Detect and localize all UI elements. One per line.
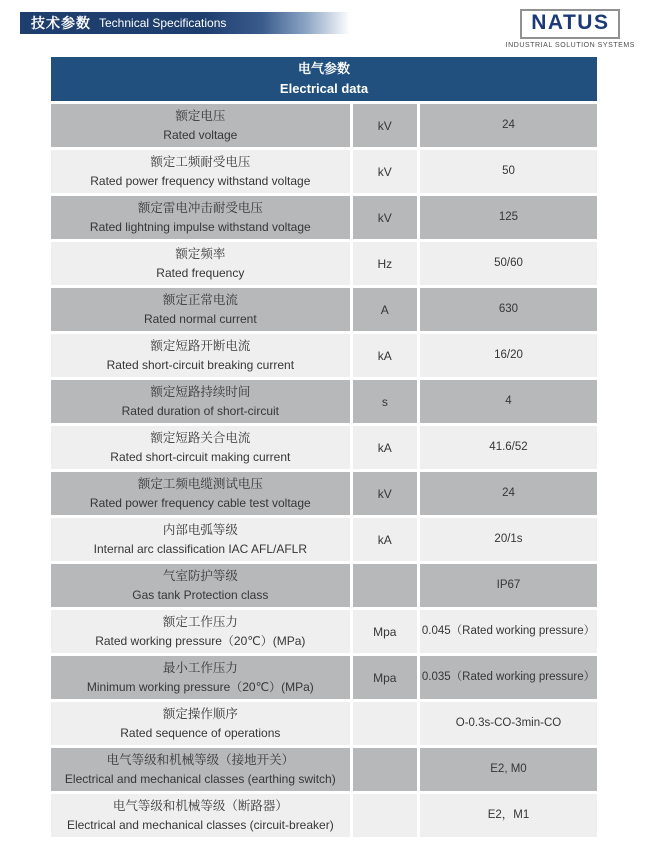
parameter-name-en: Electrical and mechanical classes (earthing switch) — [64, 771, 336, 786]
unit-cell: kV — [353, 150, 417, 193]
value-cell: 4 — [420, 380, 597, 423]
parameter-name-en: Rated working pressure（20℃）(MPa) — [95, 633, 306, 648]
parameter-name-en: Internal arc classification IAC AFL/AFLR — [93, 541, 308, 556]
section-title-zh: 技术参数 — [31, 15, 91, 31]
natus-logo-wordmark: NATUS — [520, 9, 620, 39]
parameter-name-zh: 电气等级和机械等级（断路器） — [112, 799, 288, 814]
parameter-name-en: Rated frequency — [156, 265, 245, 280]
value-cell: E2, M0 — [420, 748, 597, 791]
parameter-name-cell — [51, 104, 350, 147]
table-header-row — [51, 57, 597, 101]
value-cell: 50 — [420, 150, 597, 193]
table-row — [51, 288, 597, 331]
parameter-name-cell — [51, 288, 350, 331]
parameter-name-en: Rated power frequency withstand voltage — [90, 173, 311, 188]
parameter-name-zh: 最小工作压力 — [162, 661, 238, 676]
parameter-name-en: Rated short-circuit making current — [110, 449, 291, 464]
parameter-name-cell — [51, 748, 350, 791]
natus-logo-tagline: INDUSTRIAL SOLUTION SYSTEMS — [505, 42, 635, 49]
parameter-name-cell — [51, 472, 350, 515]
unit-cell: Hz — [353, 242, 417, 285]
table-row — [51, 794, 597, 837]
parameter-name-en: Rated normal current — [143, 311, 257, 326]
table-title-en: Electrical data — [279, 81, 369, 96]
table-title-cell — [51, 57, 597, 101]
value-cell: 50/60 — [420, 242, 597, 285]
parameter-name-en: Rated sequence of operations — [120, 725, 281, 740]
table-row — [51, 104, 597, 147]
table-row — [51, 610, 597, 653]
parameter-name-zh: 额定雷电冲击耐受电压 — [137, 201, 263, 216]
value-cell: 0.045（Rated working pressure） — [420, 610, 597, 653]
value-cell: 16/20 — [420, 334, 597, 377]
parameter-name-zh: 额定工作压力 — [162, 615, 238, 630]
parameter-name-en: Electrical and mechanical classes (circuit-breaker) — [66, 817, 334, 832]
parameter-name-cell — [51, 518, 350, 561]
unit-cell: kV — [353, 104, 417, 147]
parameter-name-en: Rated lightning impulse withstand voltage — [89, 219, 311, 234]
value-cell: E2，M1 — [420, 794, 597, 837]
parameter-name-en: Rated duration of short-circuit — [121, 403, 280, 418]
parameter-name-cell — [51, 610, 350, 653]
parameter-name-cell — [51, 656, 350, 699]
section-title-bar — [20, 12, 460, 34]
parameter-name-zh: 额定频率 — [175, 247, 226, 262]
unit-cell: Mpa — [353, 610, 417, 653]
unit-cell: s — [353, 380, 417, 423]
value-cell: 0.035（Rated working pressure） — [420, 656, 597, 699]
table-row — [51, 472, 597, 515]
table-title-zh: 电气参数 — [297, 60, 350, 76]
table-row — [51, 150, 597, 193]
table-body — [51, 104, 597, 837]
unit-cell: A — [353, 288, 417, 331]
parameter-name-zh: 额定操作顺序 — [162, 707, 238, 722]
parameter-name-cell — [51, 150, 350, 193]
parameter-name-zh: 电气等级和机械等级（接地开关） — [106, 753, 295, 768]
table-row — [51, 380, 597, 423]
table-row — [51, 334, 597, 377]
unit-cell — [353, 564, 417, 607]
parameter-name-cell — [51, 242, 350, 285]
parameter-name-en: Rated power frequency cable test voltage — [89, 495, 311, 510]
table-row — [51, 196, 597, 239]
parameter-name-cell — [51, 196, 350, 239]
parameter-name-cell — [51, 334, 350, 377]
parameter-name-zh: 额定短路开断电流 — [150, 339, 251, 354]
table-row — [51, 748, 597, 791]
parameter-name-zh: 额定工频耐受电压 — [150, 155, 251, 170]
parameter-name-cell — [51, 564, 350, 607]
unit-cell — [353, 702, 417, 745]
value-cell: O-0.3s-CO-3min-CO — [420, 702, 597, 745]
parameter-name-en: Rated short-circuit breaking current — [106, 357, 295, 372]
parameter-name-zh: 额定短路持续时间 — [150, 385, 251, 400]
parameter-name-en: Rated voltage — [163, 127, 238, 142]
value-cell: 41.6/52 — [420, 426, 597, 469]
value-cell: 24 — [420, 472, 597, 515]
value-cell: IP67 — [420, 564, 597, 607]
parameter-name-zh: 气室防护等级 — [162, 569, 238, 584]
unit-cell: kA — [353, 518, 417, 561]
unit-cell — [353, 794, 417, 837]
value-cell: 20/1s — [420, 518, 597, 561]
electrical-data-table — [48, 54, 600, 840]
section-title-en: Technical Specifications — [99, 16, 227, 30]
parameter-name-zh: 额定短路关合电流 — [150, 431, 251, 446]
parameter-name-cell — [51, 702, 350, 745]
parameter-name-cell — [51, 380, 350, 423]
parameter-name-zh: 额定正常电流 — [162, 293, 238, 308]
value-cell: 630 — [420, 288, 597, 331]
parameter-name-zh: 额定电压 — [175, 109, 226, 124]
table-row — [51, 518, 597, 561]
parameter-name-cell — [51, 426, 350, 469]
unit-cell: kA — [353, 426, 417, 469]
parameter-name-zh: 额定工频电缆测试电压 — [137, 477, 263, 492]
unit-cell: kA — [353, 334, 417, 377]
table-row — [51, 564, 597, 607]
parameter-name-en: Minimum working pressure（20℃）(MPa) — [86, 679, 314, 694]
table-row — [51, 656, 597, 699]
natus-logo — [506, 9, 635, 49]
unit-cell: kV — [353, 472, 417, 515]
table-row — [51, 242, 597, 285]
unit-cell: kV — [353, 196, 417, 239]
unit-cell: Mpa — [353, 656, 417, 699]
table-row — [51, 702, 597, 745]
table-row — [51, 426, 597, 469]
parameter-name-cell — [51, 794, 350, 837]
parameter-name-en: Gas tank Protection class — [132, 587, 269, 602]
value-cell: 125 — [420, 196, 597, 239]
unit-cell — [353, 748, 417, 791]
value-cell: 24 — [420, 104, 597, 147]
parameter-name-zh: 内部电弧等级 — [162, 523, 238, 538]
